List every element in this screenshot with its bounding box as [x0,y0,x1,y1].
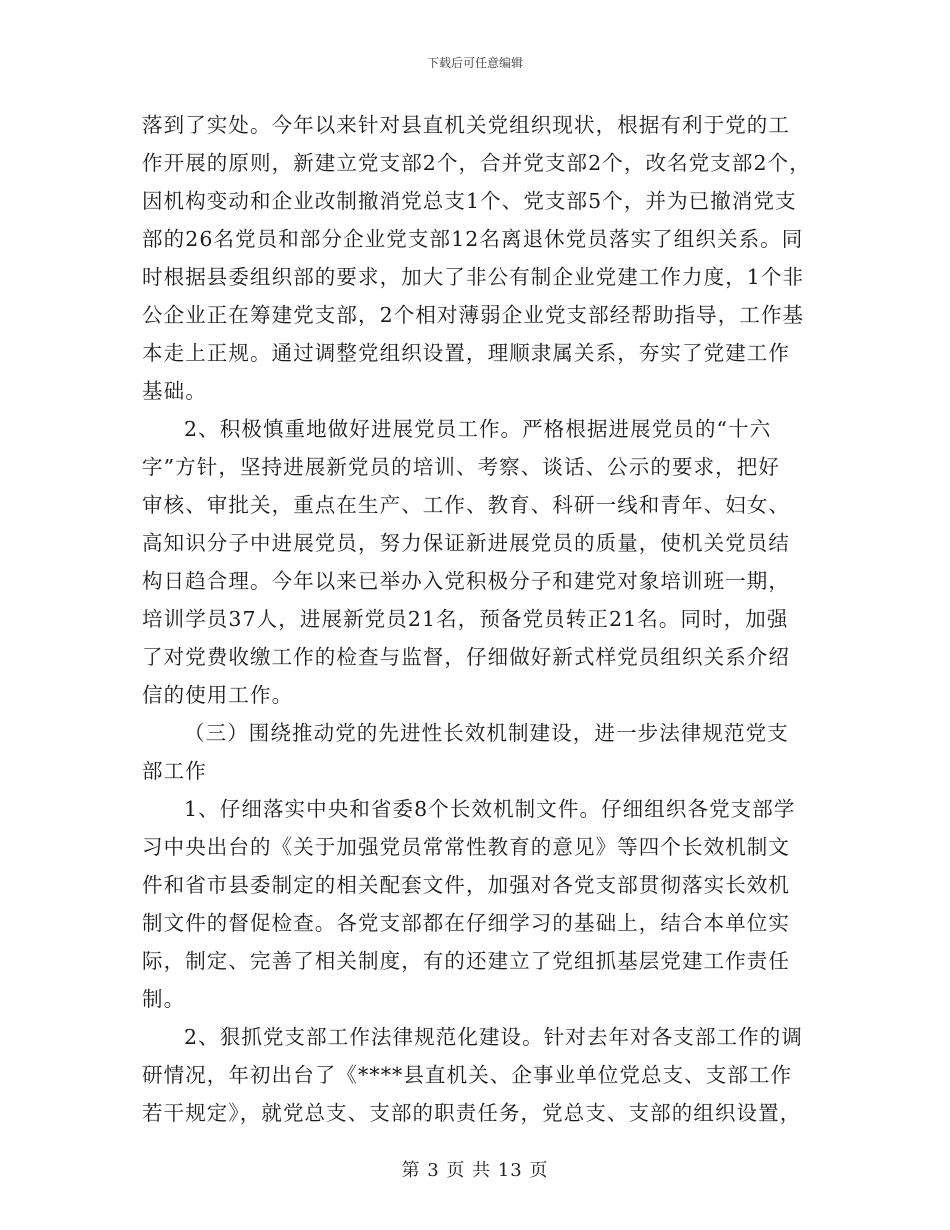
section-heading: （三）围绕推动党的先进性长效机制建设，进一步法律规范党支 [184,721,789,745]
body-line: 公企业正在筹建党支部，2个相对薄弱企业党支部经帮助指导，工作基 [142,303,805,327]
body-line: 审核、审批关，重点在生产、工作、教育、科研一线和青年、妇女、 [142,493,790,517]
body-line: 作开展的原则，新建立党支部2个，合并党支部2个，改名党支部2个， [142,151,811,175]
body-line: 了对党费收缴工作的检查与监督，仔细做好新式样党员组织关系介绍 [142,645,790,669]
body-line: 1、仔细落实中央和省委8个长效机制文件。仔细组织各党支部学 [184,797,796,821]
body-line: 高知识分子中进展党员，努力保证新进展党员的质量，使机关党员结 [142,531,790,555]
body-line: 习中央出台的《关于加强党员常常性教育的意见》等四个长效机制文 [142,835,790,859]
body-line: 际，制定、完善了相关制度，有的还建立了党组抓基层党建工作责任 [142,949,790,973]
body-line: 时根据县委组织部的要求，加大了非公有制企业党建工作力度，1个非 [142,265,805,289]
body-line: 字”方针，坚持进展新党员的培训、考察、谈话、公示的要求，把好 [142,455,780,479]
body-line: 落到了实处。今年以来针对县直机关党组织现状，根据有利于党的工 [142,113,790,137]
body-line: 2、狠抓党支部工作法律规范化建设。针对去年对各支部工作的调 [184,1025,803,1049]
body-line: 构日趋合理。今年以来已举办入党积极分子和建党对象培训班一期， [142,569,790,593]
body-line: 制文件的督促检查。各党支部都在仔细学习的基础上，结合本单位实 [142,911,790,935]
body-line: 基础。 [142,379,207,403]
body-line: 信的使用工作。 [142,683,294,707]
body-line: 研情况，年初出台了《****县直机关、企事业单位党总支、支部工作 [142,1063,793,1087]
body-line: 若干规定》，就党总支、支部的职责任务，党总支、支部的组织设置， [142,1101,802,1125]
section-heading: 部工作 [142,759,207,783]
body-line: 因机构变动和企业改制撤消党总支1个、党支部5个，并为已撤消党支 [142,189,797,213]
body-line: 部的26名党员和部分企业党支部12名离退休党员落实了组织关系。同 [142,227,804,251]
body-line: 件和省市县委制定的相关配套文件，加强对各党支部贯彻落实长效机 [142,873,790,897]
body-line: 制。 [142,987,186,1011]
page-header-note: 下载后可任意编辑 [426,56,523,70]
body-line: 本走上正规。通过调整党组织设置，理顺隶属关系，夯实了党建工作 [142,341,790,365]
body-line: 2、积极慎重地做好进展党员工作。严格根据进展党员的“十六 [184,417,772,441]
page-number-footer: 第 3 页 共 13 页 [401,1160,549,1181]
body-line: 培训学员37人，进展新党员21名，预备党员转正21名。同时，加强 [142,607,789,631]
